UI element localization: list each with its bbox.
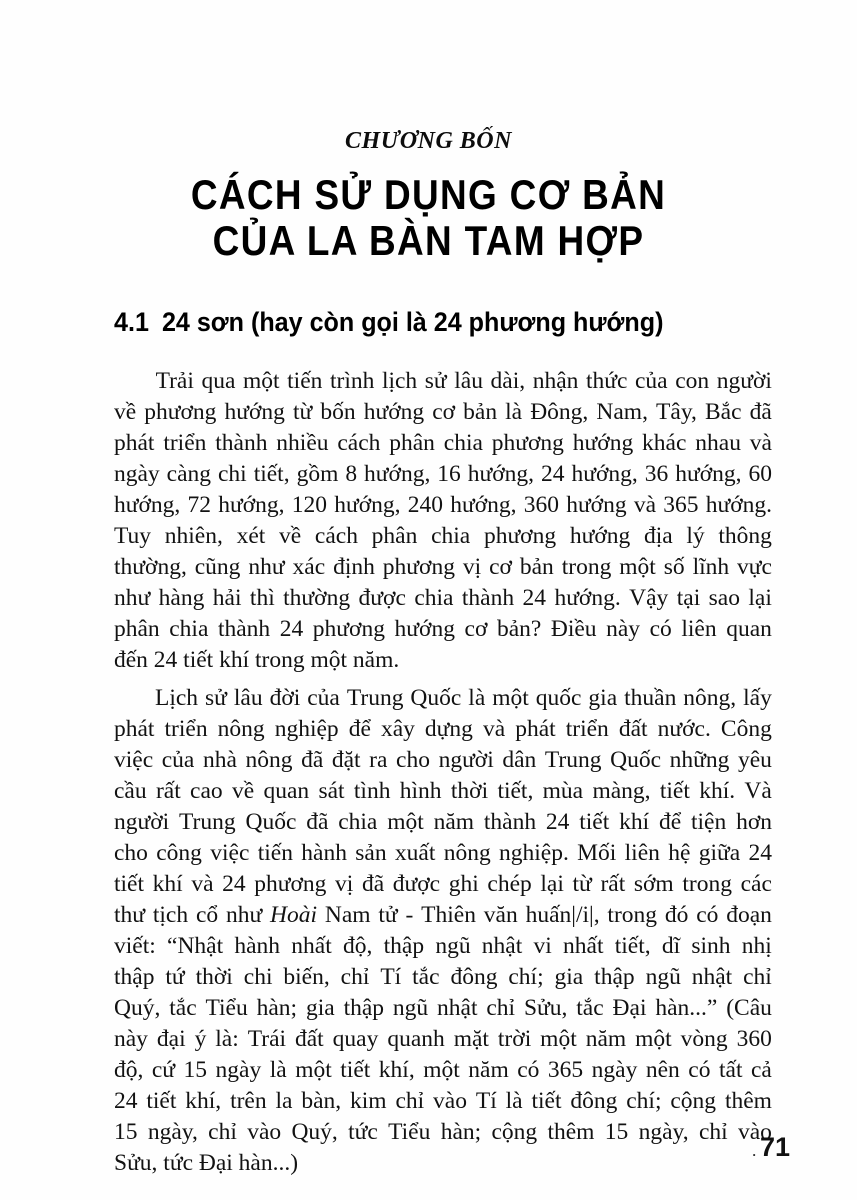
- page-number: 71: [759, 1132, 790, 1162]
- text-line: này đại ý là: Trái đất quay quanh mặt trời một năm một vòng 360: [114, 1026, 772, 1052]
- folio-dot: .: [752, 1144, 756, 1159]
- page-folio: [0, 1132, 790, 1163]
- text-line: việc của nhà nông đã đặt ra cho người dân Trung Quốc những yêu: [114, 747, 772, 773]
- paragraph: [114, 683, 772, 1179]
- section-title: 24 sơn (hay còn gọi là 24 phương hướng): [161, 307, 664, 337]
- text-line: phân chia thành 24 phương hướng cơ bản? Điều này có liên quan: [114, 616, 772, 642]
- text-line: Tuy nhiên, xét về cách phân chia phương hướng địa lý thông: [114, 523, 772, 549]
- text-line: phát triển thành nhiều cách phân chia phương hướng khác nhau và: [114, 430, 772, 456]
- text-line: Quý, tắc Tiểu hàn; gia thập ngũ nhật chỉ Sửu, tắc Đại hàn...” (Câu: [114, 995, 772, 1021]
- text-line: như hàng hải thì thường được chia thành 24 hướng. Vậy tại sao lại: [114, 585, 772, 611]
- chapter-title-line-1: CÁCH SỬ DỤNG CƠ BẢN: [190, 171, 667, 218]
- chapter-title: [51, 172, 805, 264]
- text-line: Lịch sử lâu đời của Trung Quốc là một quốc gia thuần nông, lấy: [154, 685, 772, 711]
- text-line: viết: “Nhật hành nhất độ, thập ngũ nhật vi nhất tiết, dĩ sinh nhị: [114, 933, 772, 959]
- text-line: thập tứ thời chi biến, chỉ Tí tắc đông chí; gia thập ngũ nhật chỉ: [114, 964, 772, 990]
- paragraph: [114, 366, 772, 676]
- text-line: về phương hướng từ bốn hướng cơ bản là Đông, Nam, Tây, Bắc đã: [114, 399, 772, 425]
- section-heading: [114, 307, 728, 338]
- text-line: cầu rất cao về quan sát tình hình thời tiết, mùa màng, tiết khí. Và: [114, 778, 772, 804]
- text-line: Trải qua một tiến trình lịch sử lâu dài, nhận thức của con người: [155, 368, 772, 394]
- section-number: 4.1: [114, 307, 149, 337]
- text-line: cho công việc tiến hành sản xuất nông nghiệp. Mối liên hệ giữa 24: [114, 840, 772, 866]
- text-line: phát triển nông nghiệp để xây dựng và phát triển đất nước. Công: [114, 716, 772, 742]
- text-line: hướng, 72 hướng, 120 hướng, 240 hướng, 360 hướng và 365 hướng.: [114, 492, 772, 518]
- text-line: tiết khí và 24 phương vị đã được ghi chép lại từ rất sớm trong các: [114, 871, 772, 897]
- chapter-eyebrow: CHƯƠNG BỐN: [345, 128, 512, 154]
- text-line: người Trung Quốc đã chia một năm thành 24 tiết khí để tiện hơn: [114, 809, 772, 835]
- text-line: đến 24 tiết khí trong một năm.: [114, 647, 400, 673]
- text-line: 24 tiết khí, trên la bàn, kim chỉ vào Tí là tiết đông chí; cộng thêm: [114, 1088, 772, 1114]
- text-line: 15 ngày, chỉ vào Quý, tức Tiểu hàn; cộng thêm 15 ngày, chỉ vào: [114, 1119, 772, 1145]
- text-line: Sửu, tức Đại hàn...): [114, 1150, 299, 1176]
- text-line: thư tịch cổ như Hoài Nam tử - Thiên văn huấn|/i|, trong đó có đoạn: [114, 902, 772, 928]
- body-text-column: [114, 366, 772, 1179]
- text-line: ngày càng chi tiết, gồm 8 hướng, 16 hướng, 24 hướng, 36 hướng, 60: [114, 461, 772, 487]
- chapter-title-line-2: CỦA LA BÀN TAM HỢP: [212, 217, 645, 264]
- text-line: thường, cũng như xác định phương vị cơ bản trong một số lĩnh vực: [114, 554, 772, 580]
- text-line: độ, cứ 15 ngày là một tiết khí, một năm có 365 ngày nên có tất cả: [114, 1057, 772, 1083]
